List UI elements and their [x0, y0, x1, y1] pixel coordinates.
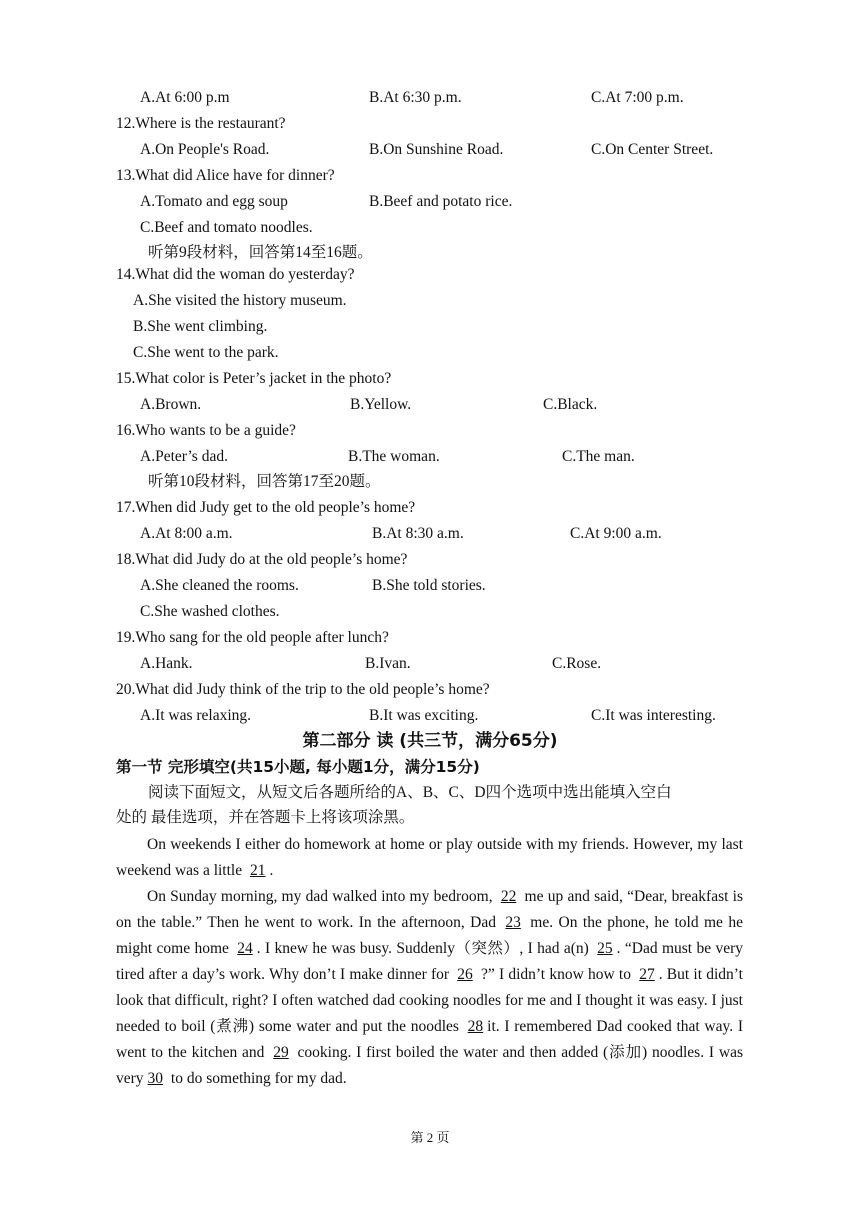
passage-text: . [269, 862, 274, 879]
blank-25: 25 [597, 940, 613, 957]
passage-text: On Sunday morning, my dad walked into my bedroom, [147, 888, 497, 905]
q14-option-a: A.She visited the history museum. [133, 292, 347, 309]
blank-28: 28 [467, 1018, 484, 1035]
q15-option-c: C.Black. [543, 396, 598, 413]
q12-stem: 12.Where is the restaurant? [116, 115, 286, 132]
blank-24: 24 [237, 940, 253, 957]
q17-option-b: B.At 8:30 a.m. [372, 525, 464, 542]
passage-text: me. On the phone, he told me he might come home [116, 914, 743, 957]
q18-option-c: C.She washed clothes. [140, 603, 280, 620]
q16-option-a: A.Peter’s dad. [140, 448, 228, 465]
blank-29: 29 [273, 1044, 289, 1061]
q13-option-c: C.Beef and tomato noodles. [140, 219, 313, 236]
section-instruction-9: 听第9段材料，回答第14至16题。 [148, 244, 373, 261]
blank-22: 22 [500, 888, 517, 905]
q16-option-c: C.The man. [562, 448, 635, 465]
q17-option-a: A.At 8:00 a.m. [140, 525, 233, 542]
q18-option-a: A.She cleaned the rooms. [140, 577, 299, 594]
instruction-line-2: 处的 最佳选项，并在答题卡上将该项涂黑。 [116, 809, 415, 826]
q18-option-b: B.She told stories. [372, 577, 486, 594]
section1-title: 第一节 完形填空(共15小题, 每小题1分，满分15分) [116, 758, 480, 776]
q13-stem: 13.What did Alice have for dinner? [116, 167, 335, 184]
q11-option-a: A.At 6:00 p.m [140, 89, 230, 106]
passage-text: it. I remembered Dad cooked that way. I went to the kitchen and [116, 1018, 743, 1061]
q19-option-a: A.Hank. [140, 655, 193, 672]
q15-stem: 15.What color is Peter’s jacket in the photo? [116, 370, 392, 387]
passage-paragraph-2 [116, 884, 743, 1092]
passage-paragraph-1 [116, 832, 743, 884]
q14-stem: 14.What did the woman do yesterday? [116, 266, 355, 283]
q20-option-a: A.It was relaxing. [140, 707, 252, 724]
part2-title: 第二部分 读 (共三节，满分65分) [302, 731, 558, 751]
blank-26: 26 [457, 966, 473, 983]
blank-23: 23 [505, 914, 521, 931]
q14-option-c: C.She went to the park. [133, 344, 279, 361]
q17-stem: 17.When did Judy get to the old people’s home? [116, 499, 416, 516]
passage-text: ?” I didn’t know how to [476, 966, 636, 983]
q14-option-b: B.She went climbing. [133, 318, 268, 335]
passage-text: . But it didn’t look that difficult, right? I often watched dad cooking noodles for me and I thought it was easy. I just needed to boil (煮沸) some water and put the noodles [116, 966, 743, 1035]
passage-text: . I knew he was busy. Suddenly（突然）, I had a(n) [256, 940, 594, 957]
section-instruction-10: 听第10段材料，回答第17至20题。 [148, 473, 381, 490]
cloze-passage [116, 832, 743, 1092]
q11-option-c: C.At 7:00 p.m. [591, 89, 684, 106]
q17-option-c: C.At 9:00 a.m. [570, 525, 662, 542]
q12-option-b: B.On Sunshine Road. [369, 141, 504, 158]
q12-option-a: A.On People's Road. [140, 141, 270, 158]
q20-option-c: C.It was interesting. [591, 707, 716, 724]
page-number: 第 2 页 [410, 1130, 450, 1145]
q12-option-c: C.On Center Street. [591, 141, 714, 158]
q20-stem: 20.What did Judy think of the trip to the old people’s home? [116, 681, 490, 698]
q19-option-b: B.Ivan. [365, 655, 411, 672]
q13-option-a: A.Tomato and egg soup [140, 193, 288, 210]
blank-21: 21 [249, 862, 266, 879]
instruction-line-1: 阅读下面短文，从短文后各题所给的A、B、C、D四个选项中选出能填入空白 [148, 784, 672, 801]
q15-option-a: A.Brown. [140, 396, 202, 413]
passage-text: . “Dad must be very tired after a day’s work. Why don’t I make dinner for [116, 940, 743, 983]
q15-option-b: B.Yellow. [350, 396, 412, 413]
passage-text: to do something for my dad. [167, 1070, 347, 1087]
q19-stem: 19.Who sang for the old people after lunch? [116, 629, 389, 646]
q11-option-b: B.At 6:30 p.m. [369, 89, 462, 106]
passage-text: cooking. I first boiled the water and then added (添加) noodles. I was very [116, 1044, 743, 1087]
q19-option-c: C.Rose. [552, 655, 602, 672]
q20-option-b: B.It was exciting. [369, 707, 479, 724]
q13-option-b: B.Beef and potato rice. [369, 193, 513, 210]
blank-30: 30 [147, 1070, 164, 1087]
passage-text: me up and said, “Dear, breakfast is on the table.” Then he went to work. In the afternoon, Dad [116, 888, 744, 931]
q18-stem: 18.What did Judy do at the old people’s home? [116, 551, 408, 568]
q16-stem: 16.Who wants to be a guide? [116, 422, 296, 439]
q16-option-b: B.The woman. [348, 448, 440, 465]
blank-27: 27 [639, 966, 655, 983]
passage-text: On weekends I either do homework at home or play outside with my friends. However, my last weekend was a little [116, 836, 743, 879]
